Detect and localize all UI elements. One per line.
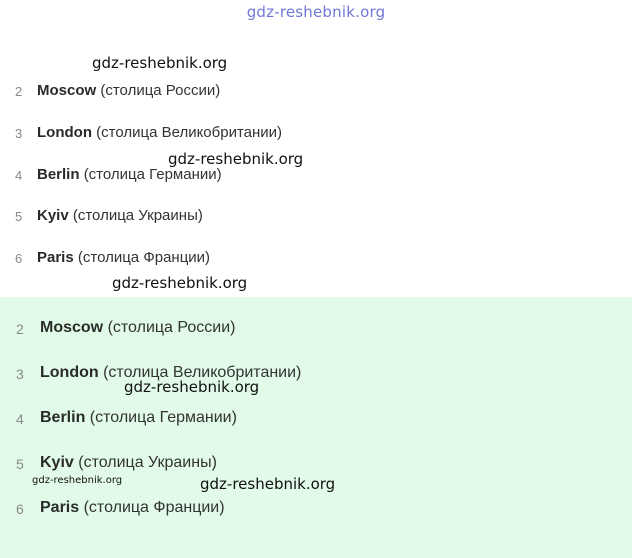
- city-name: Paris: [40, 499, 80, 516]
- city-name: Moscow: [37, 82, 97, 99]
- item-number: 6: [15, 251, 23, 266]
- watermark: gdz-reshebnik.org: [32, 475, 123, 486]
- watermark: gdz-reshebnik.org: [124, 378, 260, 396]
- city-name: London: [37, 124, 92, 141]
- city-name: Kyiv: [37, 207, 69, 224]
- city-name: Berlin: [37, 166, 80, 183]
- city-description: (столица Украины): [78, 454, 217, 471]
- city-description: (столица России): [100, 82, 221, 99]
- city-description: (столица Германии): [83, 166, 222, 183]
- watermark: gdz-reshebnik.org: [168, 150, 304, 168]
- header-watermark: gdz-reshebnik.org: [246, 3, 386, 21]
- item-number: 2: [15, 84, 23, 99]
- item-number: 4: [15, 168, 23, 183]
- item-number: 2: [16, 321, 24, 337]
- city-description: (столица Великобритании): [96, 124, 283, 141]
- city-description: (столица Германии): [89, 409, 237, 426]
- city-description: (столица Франции): [83, 499, 225, 516]
- city-name: Kyiv: [40, 454, 74, 471]
- city-name: London: [40, 364, 99, 381]
- watermark: gdz-reshebnik.org: [200, 475, 336, 493]
- green-section: [0, 297, 632, 558]
- city-description: (столица Франции): [77, 249, 211, 266]
- city-name: Moscow: [40, 319, 104, 336]
- city-description: (столица Украины): [72, 207, 203, 224]
- watermark: gdz-reshebnik.org: [92, 54, 228, 72]
- item-number: 3: [16, 366, 24, 382]
- city-name: Paris: [37, 249, 74, 266]
- watermark: gdz-reshebnik.org: [112, 274, 248, 292]
- city-description: (столица Великобритании): [103, 364, 302, 381]
- item-number: 5: [16, 456, 24, 472]
- item-number: 6: [16, 501, 24, 517]
- item-number: 5: [15, 209, 23, 224]
- item-number: 3: [15, 126, 23, 141]
- city-name: Berlin: [40, 409, 86, 426]
- item-number: 4: [16, 411, 24, 427]
- city-description: (столица России): [107, 319, 236, 336]
